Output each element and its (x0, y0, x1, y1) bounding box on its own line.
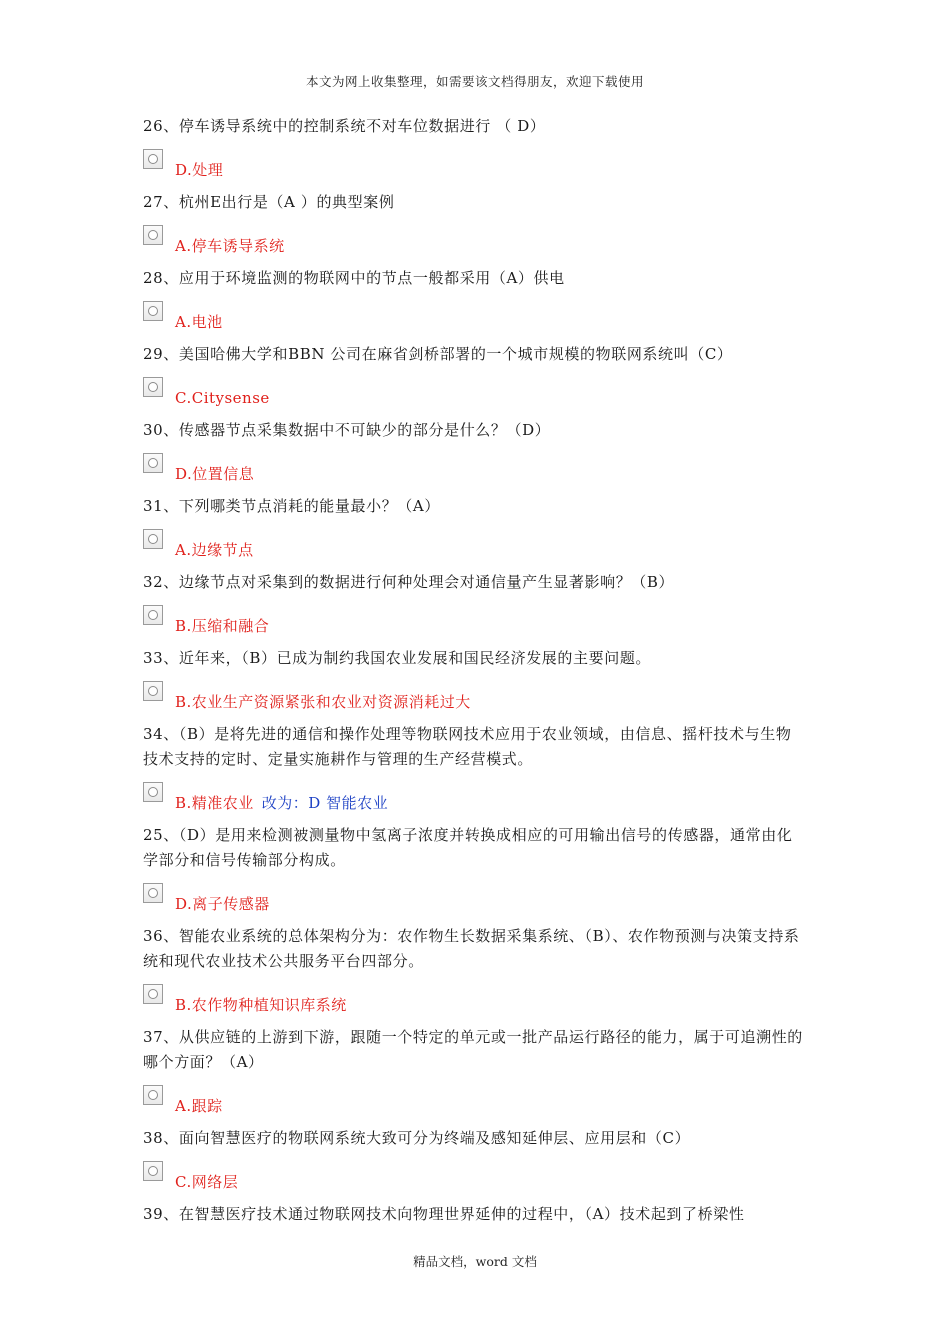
answer-option[interactable] (143, 453, 803, 486)
answer-option[interactable] (143, 529, 803, 562)
page-footer: 精品文档，word 文档 (413, 1254, 537, 1269)
page-header: 本文为网上收集整理，如需要该文档得朋友，欢迎下载使用 (305, 74, 644, 89)
radio-button-icon[interactable] (143, 984, 163, 1004)
question-36: 36、智能农业系统的总体架构分为：农作物生长数据采集系统、（B）、农作物预测与决策支持系统和现代农业技术公共服务平台四部分。 (143, 927, 800, 970)
answer-text: A.电池 (175, 313, 223, 331)
question-30: 30、传感器节点采集数据中不可缺少的部分是什么？（D） (143, 421, 551, 439)
answer-correction: 改为：D 智能农业 (261, 794, 389, 812)
answer-text: C.Citysense (175, 389, 270, 407)
answer-option[interactable] (143, 883, 803, 916)
answer-option[interactable] (143, 149, 803, 182)
answer-text: B.农作物种植知识库系统 (175, 996, 347, 1014)
answer-text: C.网络层 (175, 1173, 239, 1191)
question-26: 26、停车诱导系统中的控制系统不对车位数据进行 （ D） (143, 117, 546, 135)
answer-option[interactable] (143, 605, 803, 638)
answer-text: A.跟踪 (175, 1097, 223, 1115)
radio-button-icon[interactable] (143, 377, 163, 397)
radio-button-icon[interactable] (143, 1161, 163, 1181)
radio-button-icon[interactable] (143, 883, 163, 903)
radio-button-icon[interactable] (143, 782, 163, 802)
answer-option[interactable] (143, 377, 803, 410)
radio-button-icon[interactable] (143, 301, 163, 321)
radio-button-icon[interactable] (143, 453, 163, 473)
answer-option[interactable] (143, 225, 803, 258)
question-32: 32、边缘节点对采集到的数据进行何种处理会对通信量产生显著影响？（B） (143, 573, 675, 591)
answer-option[interactable] (143, 1161, 803, 1194)
question-28: 28、应用于环境监测的物联网中的节点一般都采用（A）供电 (143, 269, 565, 287)
answer-text: A.停车诱导系统 (175, 237, 285, 255)
answer-label: B.精准农业 (175, 794, 254, 812)
radio-button-icon[interactable] (143, 1085, 163, 1105)
answer-text: A.边缘节点 (175, 541, 254, 559)
question-25: 25、（D）是用来检测被测量物中氢离子浓度并转换成相应的可用输出信号的传感器，通常由化学部分和信号传输部分构成。 (143, 826, 793, 869)
answer-option[interactable] (143, 681, 803, 714)
question-38: 38、面向智慧医疗的物联网系统大致可分为终端及感知延伸层、应用层和（C） (143, 1129, 691, 1147)
answer-text (175, 792, 388, 814)
answer-option[interactable] (143, 984, 803, 1017)
question-33: 33、近年来，（B）已成为制约我国农业发展和国民经济发展的主要问题。 (143, 649, 652, 667)
radio-button-icon[interactable] (143, 225, 163, 245)
answer-text: B.压缩和融合 (175, 617, 270, 635)
answer-text: B.农业生产资源紧张和农业对资源消耗过大 (175, 693, 471, 711)
radio-button-icon[interactable] (143, 681, 163, 701)
answer-option[interactable] (143, 782, 803, 815)
question-34: 34、（B）是将先进的通信和操作处理等物联网技术应用于农业领域，由信息、摇杆技术与生物技术支持的定时、定量实施耕作与管理的生产经营模式。 (143, 725, 792, 768)
question-39: 39、在智慧医疗技术通过物联网技术向物理世界延伸的过程中，（A）技术起到了桥梁性 (143, 1205, 745, 1223)
radio-button-icon[interactable] (143, 529, 163, 549)
question-29: 29、美国哈佛大学和BBN 公司在麻省剑桥部署的一个城市规模的物联网系统叫（C） (143, 345, 733, 363)
answer-text: D.位置信息 (175, 465, 255, 483)
answer-text: D.离子传感器 (175, 895, 270, 913)
answer-option[interactable] (143, 1085, 803, 1118)
answer-text: D.处理 (175, 161, 224, 179)
question-list (143, 114, 803, 1227)
radio-button-icon[interactable] (143, 149, 163, 169)
radio-button-icon[interactable] (143, 605, 163, 625)
answer-option[interactable] (143, 301, 803, 334)
question-27: 27、杭州E出行是（A ）的典型案例 (143, 193, 395, 211)
question-31: 31、下列哪类节点消耗的能量最小？（A） (143, 497, 440, 515)
question-37: 37、从供应链的上游到下游，跟随一个特定的单元或一批产品运行路径的能力，属于可追溯性的哪个方面？（A） (143, 1028, 803, 1071)
